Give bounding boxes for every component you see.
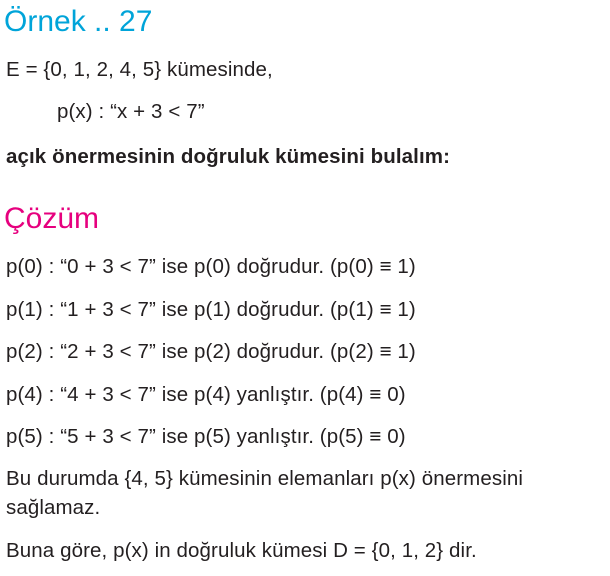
solution-step-p4: p(4) : “4 + 3 < 7” ise p(4) yanlıştır. (p(4) ≡ 0) xyxy=(6,383,406,406)
conclusion-line-2: sağlamaz. xyxy=(6,496,101,519)
proposition: p(x) : “x + 3 < 7” xyxy=(57,100,205,123)
example-heading: Örnek .. 27 xyxy=(4,5,153,38)
set-definition: E = {0, 1, 2, 4, 5} kümesinde, xyxy=(6,58,273,81)
solution-heading: Çözüm xyxy=(4,202,100,235)
solution-step-p1: p(1) : “1 + 3 < 7” ise p(1) doğrudur. (p(1) ≡ 1) xyxy=(6,298,416,321)
final-answer: Buna göre, p(x) in doğruluk kümesi D = {0, 1, 2} dir. xyxy=(6,539,477,562)
solution-step-p2: p(2) : “2 + 3 < 7” ise p(2) doğrudur. (p(2) ≡ 1) xyxy=(6,340,416,363)
solution-step-p0: p(0) : “0 + 3 < 7” ise p(0) doğrudur. (p(0) ≡ 1) xyxy=(6,255,416,278)
conclusion-line-1: Bu durumda {4, 5} kümesinin elemanları p(x) önermesini xyxy=(6,467,524,490)
solution-step-p5: p(5) : “5 + 3 < 7” ise p(5) yanlıştır. (p(5) ≡ 0) xyxy=(6,425,406,448)
question: açık önermesinin doğruluk kümesini bulalım: xyxy=(6,145,451,168)
